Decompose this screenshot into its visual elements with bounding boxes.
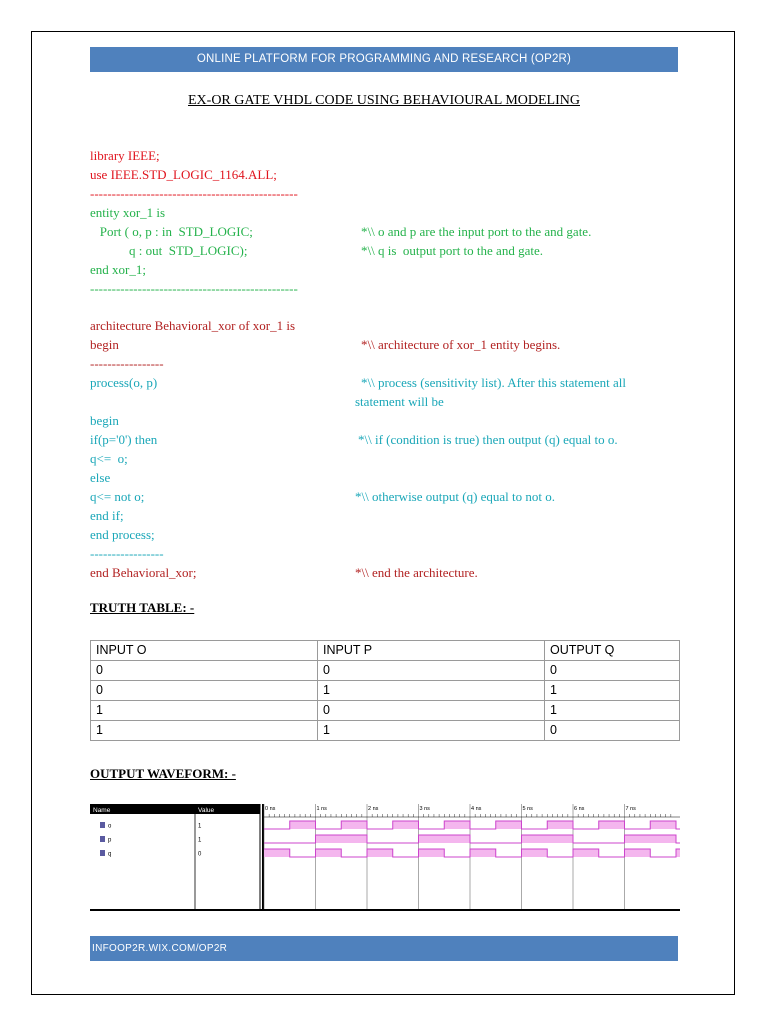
signal-name: p: [108, 837, 112, 844]
signal-high-fill: [522, 849, 548, 857]
signal-icon: [100, 850, 105, 856]
code-line: q : out STD_LOGIC);: [90, 243, 248, 258]
code-line: q<= o;: [90, 451, 128, 466]
code-line: end xor_1;: [90, 262, 146, 277]
table-cell: 1: [91, 721, 318, 741]
table-header-cell: INPUT P: [318, 641, 545, 661]
code-line: use IEEE.STD_LOGIC_1164.ALL;: [90, 167, 277, 182]
table-cell: 0: [318, 661, 545, 681]
code-line: q<= not o;: [90, 489, 145, 504]
table-header-cell: INPUT O: [91, 641, 318, 661]
code-line: end Behavioral_xor;: [90, 565, 197, 580]
table-header-cell: OUTPUT Q: [545, 641, 680, 661]
code-comment: *\\ otherwise output (q) equal to not o.: [355, 489, 556, 504]
time-tick-label: 7 ns: [625, 806, 636, 812]
signal-icon: [100, 822, 105, 828]
signal-high-fill: [316, 835, 368, 843]
time-tick-label: 5 ns: [522, 806, 533, 812]
document-title: EX-OR GATE VHDL CODE USING BEHAVIOURAL MODELING: [188, 93, 580, 108]
signal-high-fill: [367, 849, 393, 857]
signal-high-fill: [470, 849, 496, 857]
signal-high-fill: [625, 835, 677, 843]
signal-high-fill: [316, 849, 342, 857]
signal-value: 1: [198, 837, 202, 844]
time-tick-label: 3 ns: [419, 806, 430, 812]
table-cell: 0: [91, 681, 318, 701]
table-cell: 1: [91, 701, 318, 721]
signal-high-fill: [419, 835, 471, 843]
table-header-row: [91, 641, 680, 661]
signal-high-fill: [444, 821, 470, 829]
signal-high-fill: [496, 821, 522, 829]
table-row: [91, 721, 680, 741]
divider-line: [90, 909, 680, 911]
signal-high-fill: [650, 821, 676, 829]
code-line: if(p='0') then: [90, 432, 158, 447]
signal-icon: [100, 836, 105, 842]
signal-high-fill: [290, 821, 316, 829]
time-tick-label: 2 ns: [368, 806, 379, 812]
header-banner: ONLINE PLATFORM FOR PROGRAMMING AND RESEARCH (OP2R): [90, 47, 678, 72]
signal-high-fill: [573, 849, 599, 857]
waveform-name-header: Name: [93, 807, 111, 814]
truth-table: [90, 640, 680, 741]
code-separator: -----------------: [90, 546, 164, 561]
code-comment: *\\ end the architecture.: [355, 565, 478, 580]
code-line: Port ( o, p : in STD_LOGIC;: [90, 224, 253, 239]
code-line: end process;: [90, 527, 155, 542]
code-line: library IEEE;: [90, 148, 160, 163]
code-comment: *\\ o and p are the input port to the and gate.: [361, 224, 592, 239]
code-line: process(o, p): [90, 375, 158, 390]
code-comment: *\\ if (condition is true) then output (q) equal to o.: [358, 432, 618, 447]
waveform-viewer: [90, 804, 680, 909]
code-separator: -----------------: [90, 356, 164, 371]
signal-high-fill: [264, 849, 290, 857]
code-separator: ------------------------------------------------: [90, 281, 298, 296]
table-cell: 0: [91, 661, 318, 681]
table-cell: 1: [318, 721, 545, 741]
table-cell: 1: [545, 681, 680, 701]
code-line: else: [90, 470, 111, 485]
time-tick-label: 6 ns: [574, 806, 585, 812]
signal-high-fill: [419, 849, 445, 857]
table-cell: 0: [545, 661, 680, 681]
code-comment: *\\ process (sensitivity list). After this statement all: [361, 375, 627, 390]
code-line: begin: [90, 337, 119, 352]
signal-value: 1: [198, 823, 202, 830]
truth-table-heading: TRUTH TABLE: -: [90, 600, 195, 615]
signal-high-fill: [547, 821, 573, 829]
signal-high-fill: [676, 849, 680, 857]
code-separator: ------------------------------------------------: [90, 186, 298, 201]
code-line: entity xor_1 is: [90, 205, 166, 220]
signal-high-fill: [625, 849, 651, 857]
code-line: begin: [90, 413, 119, 428]
signal-name: o: [108, 823, 112, 830]
waveform-heading: OUTPUT WAVEFORM: -: [90, 766, 236, 781]
table-cell: 0: [545, 721, 680, 741]
signal-high-fill: [522, 835, 574, 843]
table-row: [91, 681, 680, 701]
code-comment: *\\ q is output port to the and gate.: [361, 243, 543, 258]
code-comment: *\\ architecture of xor_1 entity begins.: [361, 337, 561, 352]
signal-high-fill: [393, 821, 419, 829]
waveform-value-header: Value: [198, 807, 215, 814]
signal-high-fill: [599, 821, 625, 829]
footer-banner: INFOOP2R.WIX.COM/OP2R: [90, 936, 678, 961]
table-cell: 1: [318, 681, 545, 701]
time-tick-label: 1 ns: [316, 806, 327, 812]
signal-name: q: [108, 851, 112, 858]
time-tick-label: 4 ns: [471, 806, 482, 812]
table-cell: 0: [318, 701, 545, 721]
table-cell: 1: [545, 701, 680, 721]
code-comment: statement will be: [355, 394, 444, 409]
signal-high-fill: [341, 821, 367, 829]
table-row: [91, 661, 680, 681]
signal-value: 0: [198, 851, 202, 858]
code-line: end if;: [90, 508, 124, 523]
table-row: [91, 701, 680, 721]
code-line: architecture Behavioral_xor of xor_1 is: [90, 318, 296, 333]
time-tick-label: 0 ns: [265, 806, 276, 812]
